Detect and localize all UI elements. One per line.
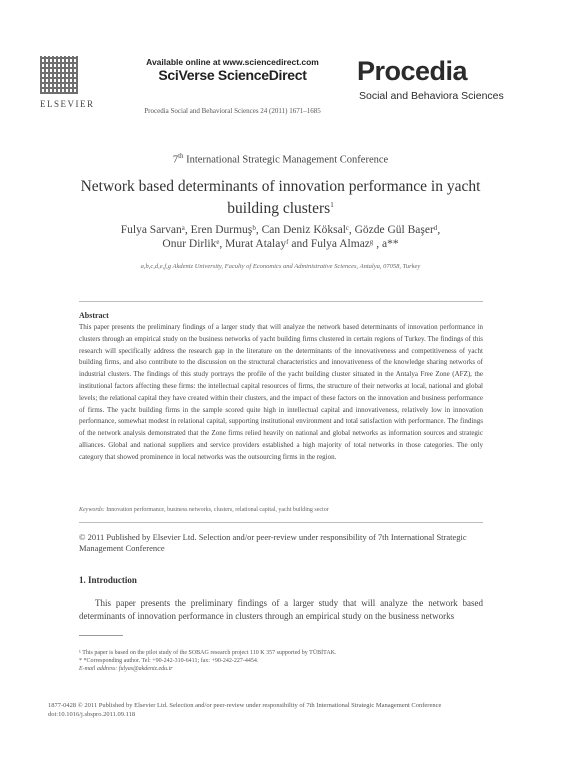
title-footnote-mark: 1: [330, 201, 334, 209]
sciencedirect-logo: SciVerse ScienceDirect: [158, 67, 307, 83]
footnote-rule: [79, 635, 123, 636]
footer-issn: 1877-0428 © 2011 Published by Elsevier Ltd. Selection and/or peer-review under responsibility of 7th International Strategic Management Conference: [48, 702, 442, 709]
authors-line-1: Fulya Sarvanᵃ, Eren Durmuşᵇ, Can Deniz Köksalᶜ, Gözde Gül Başerᵈ,: [120, 224, 441, 236]
footer-doi: doi:10.1016/j.sbspro.2011.09.118: [48, 711, 136, 718]
paper-title: [70, 177, 491, 218]
procedia-subtitle: Social and Behaviora Sciences: [359, 90, 504, 102]
authors-line-2: Onur Dirlikᵉ, Murat Atalayᶠ and Fulya Almazᵍ , a**: [162, 238, 399, 250]
copyright-notice: © 2011 Published by Elsevier Ltd. Selection and/or peer-review under responsibility of 7th International Strategic Management Conference: [79, 532, 467, 553]
introduction-text: This paper presents the preliminary findings of a larger study that will analyze the network based determinants of innovation performance in clusters through an empirical study on the business networks: [79, 598, 483, 621]
keywords-list: Innovation performance, business networks, clusters, relational capital, yacht building sector: [104, 507, 329, 513]
paper-title-text: Network based determinants of innovation performance in yacht building clusters: [80, 178, 481, 218]
author-list: [90, 223, 471, 251]
qr-code-image: [40, 56, 78, 94]
conference-rest: International Strategic Management Conference: [183, 154, 389, 166]
divider-bottom: [79, 522, 483, 523]
footnote-corresponding: * *Corresponding author. Tel: +90-242-310-6411; fax: +90-242-227-4454.: [79, 658, 259, 664]
conference-name: [0, 152, 561, 166]
section-heading: 1. Introduction: [79, 575, 137, 585]
abstract-heading: Abstract: [79, 311, 109, 320]
procedia-logo: Procedia: [357, 56, 468, 86]
footnote-email: E-mail address: fulyas@akdeniz.edu.tr: [79, 666, 173, 672]
conference-superscript: th: [178, 152, 184, 160]
journal-reference: Procedia Social and Behavioral Sciences 24 (2011) 1671–1685: [144, 107, 321, 115]
available-online-text: Available online at www.sciencedirect.com: [146, 57, 319, 67]
abstract-body: This paper presents the preliminary findings of a larger study that will analyze the network based determinants of innovation performance in clusters through an empirical study on the business networks of yacht building firms clustered in certain regions of Turkey. The findings of this research will specifically address the research gap in the literature on the determinants of the innovativeness and competitiveness of yacht building firms, and also contribute to the discussion on the structural characteristics and innovativeness of the knowledge sharing networks of industrial clusters. The findings of this study portrays the profile of the yacht building cluster situated in the Antalya Free Zone (AFZ), the institutional factors affecting these firms: the intellectual capital resources of firms, the structure of their networks at local, national and global levels; the relational capital they have created within their clusters, and the impact of these factors on the innovation and business performance of firms. The yacht building firms in the sample scored quite high in intellectual capital and innovativeness, relatively low in innovation performance, somewhat modest in relational capital, supporting institutional environment and total satisfaction with performance. The findings of the network analysis demonstrated that the Zone firms relied heavily on national and global networks as information sources and strategic alliances. Global and national suppliers and service providers established a high majority of total networks in those categories. The only category that showed prominence in local networks was the outsourcing firms in the region.: [79, 323, 483, 461]
affiliation: a,b,c,d,e,f,g Akdeniz University, Faculty of Economics and Administrative Sciences, Antalya, 07058, Turkey: [140, 263, 421, 270]
keywords-label: Keywords:: [79, 507, 105, 513]
conference-prefix: 7: [172, 154, 179, 166]
footnote-1: ¹ This paper is based on the pilot study of the SOBAG research project 110 K 357 supported by TÜBİTAK.: [79, 650, 337, 656]
keywords: [79, 507, 483, 513]
divider-top: [79, 301, 483, 302]
elsevier-logo: ELSEVIER: [40, 99, 95, 109]
